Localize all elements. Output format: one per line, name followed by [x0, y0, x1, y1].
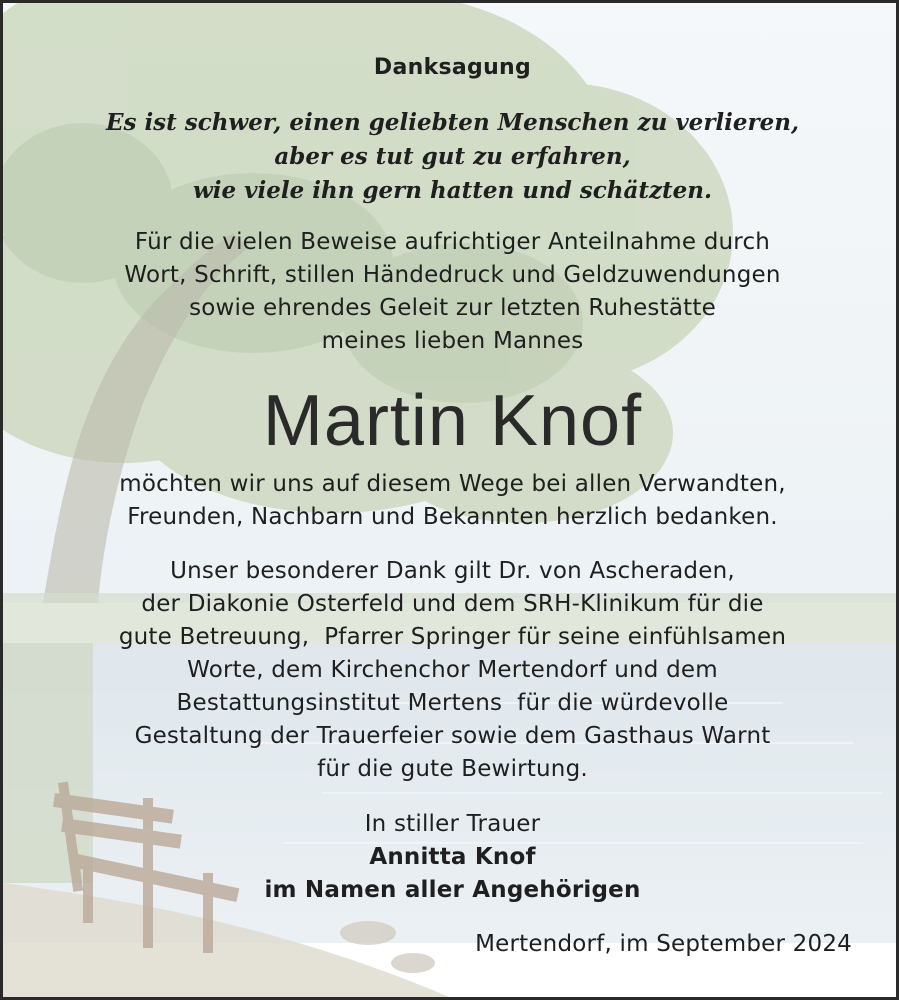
- special-thanks-line: Unser besonderer Dank gilt Dr. von Ascheraden,: [170, 558, 735, 584]
- special-thanks-line: Bestattungsinstitut Mertens für die würdevolle: [176, 690, 729, 716]
- heading: Danksagung: [373, 55, 532, 80]
- signatory-group: im Namen aller Angehörigen: [264, 877, 641, 903]
- thanks-line: Freunden, Nachbarn und Bekannten herzlich bedanken.: [127, 504, 778, 530]
- special-thanks-line: der Diakonie Osterfeld und dem SRH-Klinikum für die: [141, 591, 764, 617]
- quote-line: wie viele ihn gern hatten und schätzten.: [192, 177, 713, 204]
- special-thanks-line: Worte, dem Kirchenchor Mertendorf und dem: [187, 657, 718, 683]
- quote-line: aber es tut gut zu erfahren,: [274, 143, 631, 170]
- mourning-label: In stiller Trauer: [364, 811, 541, 837]
- special-thanks-line: Gestaltung der Trauerfeier sowie dem Gasthaus Warnt: [134, 723, 771, 749]
- intro-line: sowie ehrendes Geleit zur letzten Ruhestätte: [189, 295, 716, 321]
- notice-text: [3, 3, 899, 1000]
- intro-line: Für die vielen Beweise aufrichtiger Anteilnahme durch: [134, 229, 771, 255]
- signatory-name: Annitta Knof: [369, 844, 536, 870]
- intro-line: meines lieben Mannes: [321, 328, 584, 354]
- deceased-name: Martin Knof: [262, 381, 643, 461]
- special-thanks-line: für die gute Bewirtung.: [317, 756, 588, 782]
- thanks-line: möchten wir uns auf diesem Wege bei allen Verwandten,: [119, 471, 786, 497]
- place-date: Mertendorf, im September 2024: [475, 931, 852, 957]
- intro-line: Wort, Schrift, stillen Händedruck und Geldzuwendungen: [124, 262, 781, 288]
- quote-line: Es ist schwer, einen geliebten Menschen zu verlieren,: [105, 109, 800, 136]
- special-thanks-line: gute Betreuung, Pfarrer Springer für seine einfühlsamen: [118, 624, 787, 650]
